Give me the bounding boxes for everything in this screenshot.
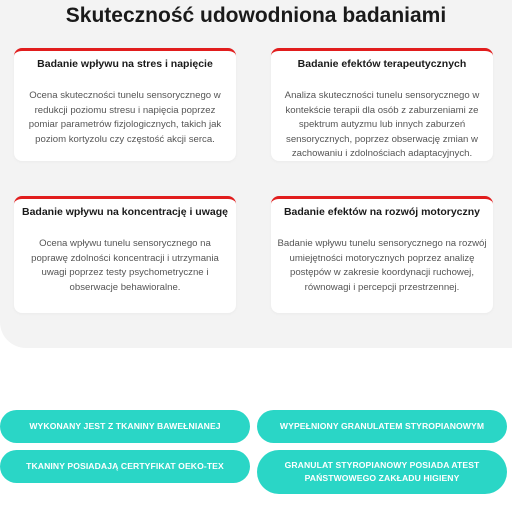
card-title: Badanie efektów terapeutycznych: [297, 58, 467, 70]
research-card-stress: [14, 48, 236, 161]
feature-pill-hygiene-certificate[interactable]: GRANULAT STYROPIANOWY POSIADA ATEST PAŃSTWOWEGO ZAKŁADU HIGIENY: [257, 450, 507, 494]
card-description: Ocena skuteczności tunelu sensorycznego w redukcji poziomu stresu i napięcia poprzez pomiar parametrów fizjologicznych, takich jak poziom kortyzolu czy częstość akcji serca.: [28, 90, 222, 145]
section-heading: Skuteczność udowodniona badaniami: [65, 4, 447, 27]
card-title: Badanie wpływu na koncentrację i uwagę: [22, 206, 228, 218]
research-card-therapy: [271, 48, 493, 161]
research-card-concentration: [14, 196, 236, 313]
card-title: Badanie efektów na rozwój motoryczny: [283, 206, 481, 218]
card-description: Ocena wpływu tunelu sensorycznego na poprawę zdolności koncentracji i utrzymania uwagi poprzez testy psychometryczne i obserwacje behawioralne.: [31, 238, 219, 293]
feature-pill-oeko-tex[interactable]: TKANINY POSIADAJĄ CERTYFIKAT OEKO-TEX: [0, 450, 250, 483]
research-card-motor: [271, 196, 493, 313]
feature-pill-granulate[interactable]: WYPEŁNIONY GRANULATEM STYROPIANOWYM: [257, 410, 507, 443]
feature-pill-cotton[interactable]: WYKONANY JEST Z TKANINY BAWEŁNIANEJ: [0, 410, 250, 443]
card-description: Badanie wpływu tunelu sensorycznego na rozwój umiejętności motorycznych poprzez analizę postępów w zakresie koordynacji ruchowej, równowagi i percepcji przestrzennej.: [277, 238, 487, 293]
card-description: Analiza skuteczności tunelu sensorycznego w kontekście terapii dla osób z zaburzeniami ze spektrum autyzmu lub innych zaburzeń sensorycznych, poprzez obserwację zmian w zachowaniu i zdolnościach adaptacyjnych.: [284, 90, 480, 159]
card-title: Badanie wpływu na stres i napięcie: [37, 58, 213, 70]
